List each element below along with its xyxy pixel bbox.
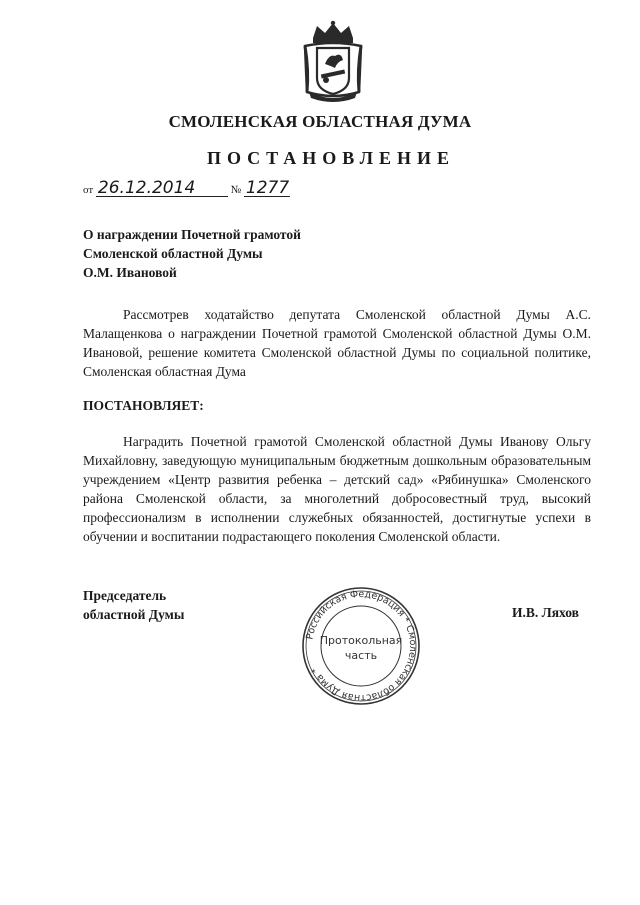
date-prefix: от	[83, 184, 94, 196]
preamble-paragraph: Рассмотрев ходатайство депутата Смоленской областной Думы А.С. Малащенкова о награждении Почетной грамотой Смоленской областной Думы О.М. Ивановой, решение комитета Смоленской областной Думы по социальной политике, Смоленская областная Дума	[83, 307, 591, 379]
coat-of-arms-emblem	[299, 20, 367, 102]
document-type: ПОСТАНОВЛЕНИЕ	[206, 148, 456, 168]
registration-line	[83, 180, 290, 197]
number-prefix: №	[230, 184, 242, 196]
decree-heading: ПОСТАНОВЛЯЕТ:	[83, 398, 204, 413]
official-seal-stamp	[299, 584, 423, 708]
signatory-name: И.В. Ляхов	[512, 605, 579, 620]
resolution-paragraph: Наградить Почетной грамотой Смоленской областной Думы Иванову Ольгу Михайловну, заведующую муниципальным бюджетным дошкольным образовательным учреждением «Центр развития ребенка – детский сад» «Рябинушка» Смоленского района Смоленской области, за многолетний добросовестный труд, высокий профессионализм в исполнении служебных обязанностей, достигнутые успехи в обучении и воспитании подрастающего поколения Смоленской области.	[83, 434, 591, 544]
seal-center-line: Протокольная	[319, 634, 403, 647]
handwritten-number: 1277	[245, 178, 290, 198]
signatory-title-line: Председатель	[83, 588, 167, 603]
seal-outer-text: Российская Федерация * Смоленская областная Дума *	[304, 588, 419, 704]
subject-line: О.М. Ивановой	[83, 265, 177, 280]
subject-line: О награждении Почетной грамотой	[83, 227, 301, 242]
subject-line: Смоленской областной Думы	[83, 246, 263, 261]
handwritten-date: 26.12.2014	[96, 180, 228, 197]
seal-center-line: часть	[344, 649, 378, 662]
signatory-title	[83, 586, 184, 624]
subject-block	[83, 225, 301, 282]
signatory-title-line: областной Думы	[83, 607, 185, 622]
organization-name: СМОЛЕНСКАЯ ОБЛАСТНАЯ ДУМА	[168, 112, 472, 131]
